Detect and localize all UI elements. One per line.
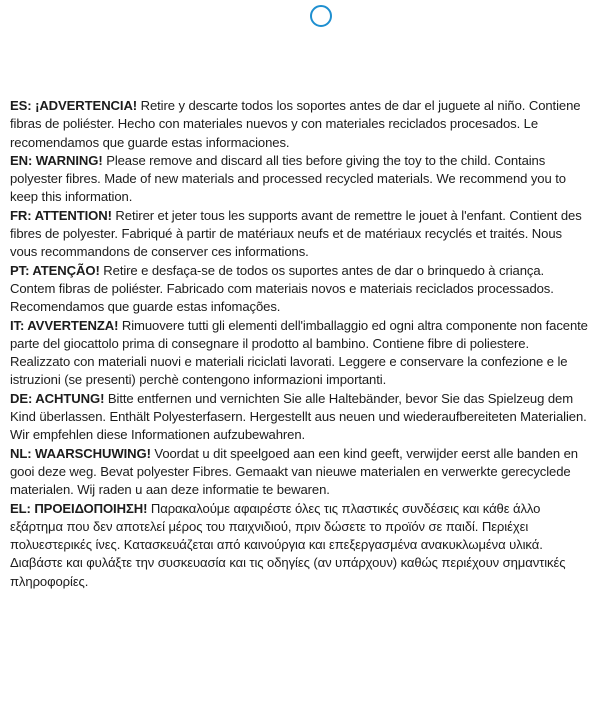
warning-body: Please remove and discard all ties before giving the toy to the child. Contains polyester fibres. Made of new materials and processed recycled materials. We recommend you to keep this information. xyxy=(10,152,566,205)
warning-de xyxy=(10,390,592,445)
warning-label: ES: ¡ADVERTENCIA! xyxy=(10,98,138,113)
warning-el xyxy=(10,500,592,591)
warning-body: Bitte entfernen und vernichten Sie alle Haltebänder, bevor Sie das Spielzeug dem Kind überlassen. Enthält Polyesterfasern. Hergestellt aus neuen und wiederaufbereiteten Materialien. Wir empfehlen diese Informationen aufzubewahren. xyxy=(10,390,587,443)
warning-label: IT: AVVERTENZA! xyxy=(10,317,119,333)
warning-es xyxy=(10,97,592,152)
warning-body: Παρακαλούμε αφαιρέστε όλες τις πλαστικές συνδέσεις και κάθε άλλο εξάρτημα που δεν αποτελεί μέρος του παιχνιδιού, πριν δώσετε το προϊόν σε παιδί. Περιέχει πολυεστερικές ίνες. Κατασκευάζεται από καινούργια και επεξεργασμένα ανακυκλωμένα υλικά. Διαβάστε και φυλάξτε την συσκευασία και τις οδηγίες (αν υπάρχουν) καθώς περιέχουν σημαντικές πληροφορίες. xyxy=(10,500,566,589)
warning-nl xyxy=(10,445,592,500)
warning-body: Voordat u dit speelgoed aan een kind geeft, verwijder eerst alle banden en gooi deze weg. Bevat polyester Fibres. Gemaakt van nieuwe materialen en verwerkte gerecyclede materialen. Wij raden u aan deze informatie te bewaren. xyxy=(10,445,578,498)
warning-body: Rimuovere tutti gli elementi dell'imballaggio ed ogni altra componente non facente parte del giocattolo prima di consegnare il prodotto al bambino. Contiene fibre di poliestere. Realizzato con materiali nuovi e materiali riciclati lavorati. Leggere e conservare la confezione e le istruzioni (se presenti) perchè contengono informazioni importanti. xyxy=(10,317,588,388)
warning-en xyxy=(10,152,592,207)
warning-label: EL: ΠΡΟΕΙΔΟΠΟΙΗΣΗ! xyxy=(10,500,148,516)
warning-pt xyxy=(10,262,592,317)
warning-body: Retirer et jeter tous les supports avant de remettre le jouet à l'enfant. Contient des fibres de polyester. Fabriqué à partir de matériaux neufs et de matériaux recyclés et traités. Nous vous recommandons de conserver ces informations. xyxy=(10,207,582,260)
warning-label: DE: ACHTUNG! xyxy=(10,390,105,406)
warning-label: NL: WAARSCHUWING! xyxy=(10,445,151,461)
warning-text-block xyxy=(10,97,592,591)
warning-fr xyxy=(10,207,592,262)
warning-it xyxy=(10,317,592,390)
warning-body: Retire e desfaça-se de todos os suportes antes de dar o brinquedo à criança. Contem fibras de poliéster. Fabricado com materiais novos e materiais reciclados processados. Recomendamos que guarde estas infomações. xyxy=(10,262,554,315)
warning-label: EN: WARNING! xyxy=(10,152,103,168)
warning-label: FR: ATTENTION! xyxy=(10,207,112,223)
warning-body: Retire y descarte todos los soportes antes de dar el juguete al niño. Contiene fibras de poliéster. Hecho con materiales nuevos y con materiales reciclados procesados. Le recomendamos que guarde estas informaciones. xyxy=(10,98,581,150)
warning-label: PT: ATENÇÃO! xyxy=(10,262,100,278)
circle-ring-icon xyxy=(310,5,332,27)
